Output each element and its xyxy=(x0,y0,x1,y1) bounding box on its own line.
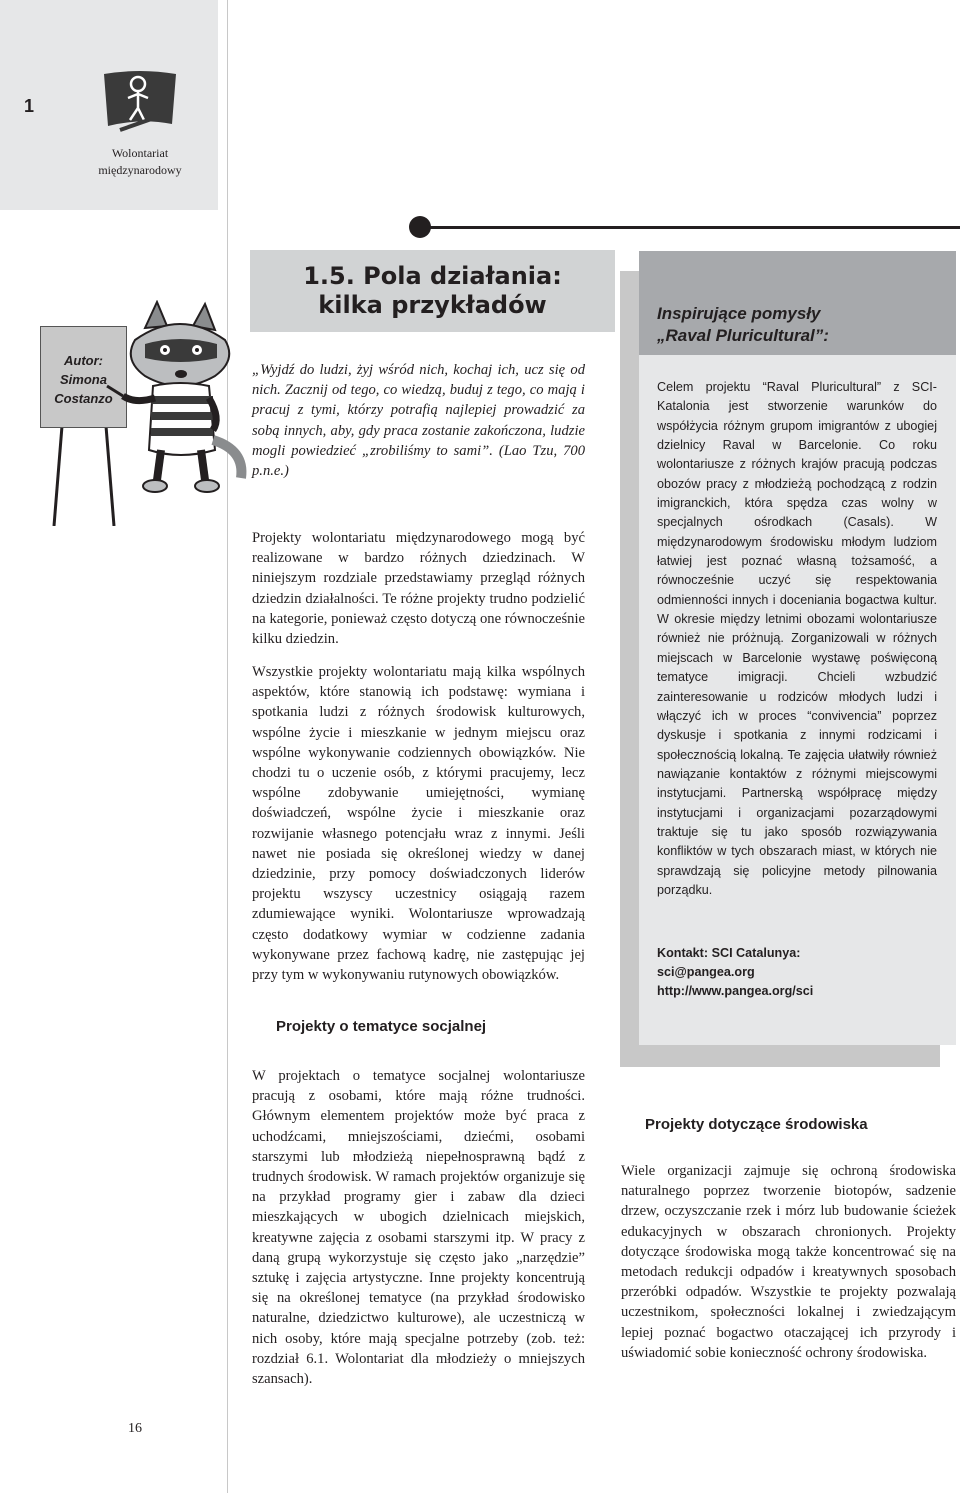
environment-projects-heading: Projekty dotyczące środowiska xyxy=(645,1116,868,1133)
chapter-label-line: międzynarodowy xyxy=(98,163,182,177)
header-rule xyxy=(428,226,960,229)
environment-projects-paragraph: Wiele organizacji zajmuje się ochroną środowiska naturalnego poprzez tworzenie biotopów, sadzenie drzew, oczyszczanie rzek i mórz lub budowanie ścieżek edukacyjnych w obszarach chronionych. Projekty dotyczące środowiska mogą także koncentrować się na metodach redukcji odpadów i kreatywnych sposobach przeróbki odpadów. Wszystkie te projekty pozwalają uczestnikom, społeczności lokalnej i zwiedzającym lepiej poznać bogactwo otaczającej ich przyrody i uświadomić sobie konieczność ochrony środowiska. xyxy=(621,1163,956,1361)
author-line: Costanzo xyxy=(54,391,113,406)
section-title-line: 1.5. Pola działania: xyxy=(303,262,562,290)
contact-email-link[interactable]: sci@pangea.org xyxy=(657,965,755,979)
page-number: 16 xyxy=(128,1421,142,1436)
header-dot xyxy=(409,216,431,238)
social-projects-paragraph: W projektach o tematyce socjalnej wolontariusze pracują z osobami, które mają różne trudności. Głównym elementem projektów może być praca z uchodźcami, mniejszościami, dziećmi, osobami starszymi lub młodzieżą niepełnosprawną bądź z trudnych środowisk. W ramach projektów organizuje się na przykład programy gier i zabaw dla dzieci mieszkających w ubogich dzielnicach miejskich, kreatywne zajęcia z osobami starszymi itp. W pracy z daną grupą wykorzystuje się często jako „narzędzie” sztukę i zajęcia artystyczne. Inne projekty koncentrują się na określonej tematyce (na przykład środowisko naturalne, dziedzictwo kulturowe), ale uczestniczą w nich osoby, które mają specjalne potrzeby (zob. też: rozdział 6.1. Wolontariat dla młodzieży o mniejszych szansach). xyxy=(252,1068,585,1388)
margin-divider xyxy=(227,0,228,1493)
social-projects-heading: Projekty o tematyce socjalnej xyxy=(276,1018,487,1035)
section-title xyxy=(250,262,615,320)
chapter-number: 1 xyxy=(24,96,35,116)
contact-block xyxy=(657,944,947,1001)
intro-paragraph: Projekty wolontariatu międzynarodowego mogą być realizowane w bardzo różnych dziedzinach. W niniejszym rozdziale przedstawiamy przegląd różnych dziedzin działalności. Te różne projekty trudno podzielić na kategorie, ponieważ często dotyczą one równocześnie kilku dziedzin. xyxy=(252,530,585,648)
author-line: Autor: xyxy=(64,353,103,368)
common-aspects-paragraph: Wszystkie projekty wolontariatu mają kilka wspólnych aspektów, które stanowią ich podstawę: wymiana i spotkania ludzi z różnych środowisk kulturowych, wspólne życie i mieszkanie w jednym miejscu oraz wspólne wykonywanie codziennych obowiązków. Nie chodzi tu o uczenie osób, z którymi pracujemy, lecz wspólne zdobywanie umiejętności, wymianę doświadczeń, wspólne życie i mieszkanie oraz rozwijanie własnego potencjału wraz z innymi. Jeśli nawet nie posiada się określonej wiedzy w danej dziedzinie, przy pomocy doświadczonych liderów projektu wszyscy uczestnicy osiągają razem zdumiewające wyniki. Wolontariusze wprowadzają często dodatkowy wymiar w codzienne zadania wykonywane przez fachową kadrę, nie zastępując jej przy tym w wykonywaniu rutynowych obowiązków. xyxy=(252,664,585,984)
inspiring-ideas-title-line: „Raval Pluricultural”: xyxy=(657,326,829,345)
raval-project-description: Celem projektu “Raval Pluricultural” z SCI-Katalonia jest stworzenie warunków do współżycia różnym grupom imigrantów z ubogiej dzielnicy Raval w Barcelonie. Co roku wolontariusze z różnych krajów pracują podczas obozów pracy z młodzieżą pochodzącą z rodzin imigranckich, która spędza czas wolny w specjalnych ośrodkach (Casals). W międzynarodowym środowisku młodym ludziom łatwiej jest poznać własną tożsamość, a równocześnie uczyć się respektowania odmienności innych i doceniania bogactwa kultur. W okresie między letnimi obozami wolontariusze również nie próżnują. Zorganizowali w różnych miejscach w Barcelonie wystawę poświęconą tematyce imigracji. Chcieli wzbudzić zainteresowanie u rodziców młodych ludzi i włączyć ich w proces “convivencia” poprzez dyskusje i spotkania z innymi rodzicami i społecznością lokalną. Te zajęcia ułatwiły również nawiązanie kontaktów z różnymi miejscowymi instytucjami. Partnerską współpracę między instytucjami i organizacjami pozarządowymi traktuje się tu jako sposób rozwiązywania konfliktów w tych obszarach miast, w których nie sprawdzają się policyjne metody pilnowania porządku. xyxy=(657,380,937,897)
section-title-bar xyxy=(250,250,615,332)
chapter-label-line: Wolontariat xyxy=(111,146,169,160)
inspiring-ideas-title-line: Inspirujące pomysły xyxy=(657,304,821,323)
contact-org: Kontakt: SCI Catalunya: xyxy=(657,946,801,960)
inspiring-ideas-title xyxy=(657,303,947,347)
section-title-line: kilka przykładów xyxy=(318,291,547,319)
lao-tzu-quote: „Wyjdź do ludzi, żyj wśród nich, kochaj ich, ucz się od nich. Zacznij od tego, co wiedzą, buduj z tego, co mają i pracuj z tymi, którzy potrafią najlepiej prowadzić za sobą innych, aby, gdy praca zostanie zakończona, ludzie mogli powiedzieć „zrobiliśmy to sami”. (Lao Tzu, 700 p.n.e.) xyxy=(252,362,585,480)
raccoon-mascot-illustration xyxy=(105,300,255,495)
contact-website-link[interactable]: http://www.pangea.org/sci xyxy=(657,984,814,998)
author-line: Simona xyxy=(60,372,107,387)
flag-person-icon xyxy=(100,68,180,138)
inspiring-ideas-box xyxy=(639,251,956,1045)
chapter-label xyxy=(80,145,200,179)
